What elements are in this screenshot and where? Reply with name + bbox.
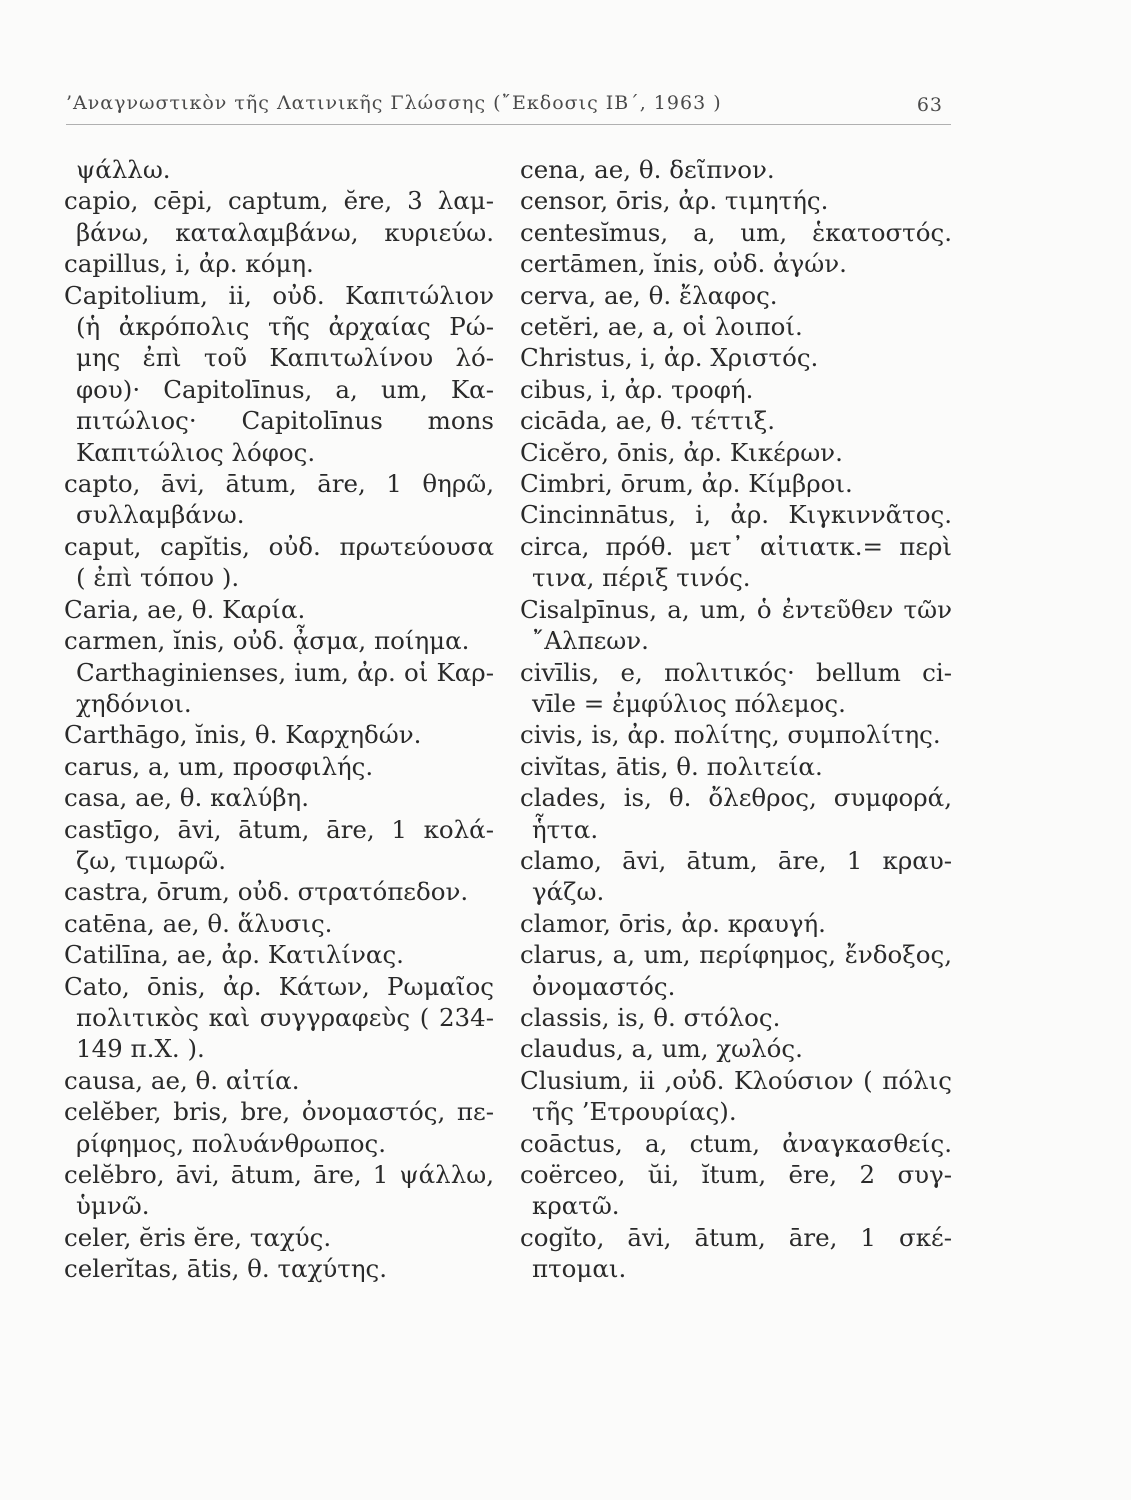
- dictionary-line: cena, ae, θ. δεῖπνον.: [520, 155, 775, 184]
- dictionary-line: Clusium, ii ,οὐδ. Κλούσιον ( πόλις: [520, 1065, 952, 1095]
- dictionary-line: castra, ōrum, οὐδ. στρατόπεδον.: [64, 877, 469, 907]
- dictionary-line: ( ἐπὶ τόπου ).: [76, 563, 240, 593]
- dictionary-line: (ἡ ἀκρόπολις τῆς ἀρχαίας Ρώ-: [76, 312, 494, 342]
- dictionary-line: clarus, a, um, περίφημος, ἔνδοξος,: [520, 940, 952, 970]
- dictionary-line: συλλαμβάνω.: [76, 500, 245, 530]
- dictionary-line: catēna, ae, θ. ἅλυσις.: [64, 908, 333, 938]
- dictionary-line: civīlis, e, πολιτικός· bellum ci-: [520, 657, 952, 687]
- dictionary-line: Cato, ōnis, ἀρ. Κάτων, Ρωμαῖος: [64, 971, 494, 1001]
- dictionary-line: Catilīna, ae, ἀρ. Κατιλίνας.: [64, 940, 404, 970]
- dictionary-line: ζω, τιμωρῶ.: [76, 845, 227, 875]
- dictionary-line: βάνω, καταλαμβάνω, κυριεύω.: [76, 217, 494, 247]
- dictionary-line: ῎Αλπεων.: [532, 626, 649, 656]
- dictionary-line: caput, capĭtis, οὐδ. πρωτεύουσα: [64, 531, 494, 561]
- dictionary-line: celerĭtas, ātis, θ. ταχύτης.: [64, 1254, 388, 1284]
- dictionary-line: carmen, ĭnis, οὐδ. ᾆσμα, ποίημα.: [64, 626, 470, 656]
- dictionary-line: clamo, āvi, ātum, āre, 1 κραυ-: [520, 845, 952, 875]
- dictionary-line: civis, is, ἀρ. πολίτης, συμπολίτης.: [520, 720, 941, 750]
- dictionary-line: claudus, a, um, χωλός.: [520, 1034, 803, 1064]
- dictionary-line: centesĭmus, a, um, ἑκατοστός.: [520, 217, 952, 247]
- dictionary-line: cetĕri, ae, a, οἱ λοιποί.: [520, 312, 803, 342]
- running-header: [66, 86, 951, 120]
- dictionary-line: coāctus, a, ctum, ἀναγκασθείς.: [520, 1128, 952, 1158]
- dictionary-line: τῆς ’Ετρουρίας).: [532, 1097, 737, 1127]
- dictionary-line: casa, ae, θ. καλύβη.: [64, 783, 309, 813]
- dictionary-line: censor, ōris, ἀρ. τιμητής.: [520, 186, 829, 216]
- dictionary-line: ὑμνῶ.: [76, 1191, 150, 1221]
- dictionary-line: Caria, ae, θ. Καρία.: [64, 594, 306, 624]
- dictionary-line: ρίφημος, πολυάνθρωπος.: [76, 1128, 387, 1158]
- dictionary-line: clades, is, θ. ὄλεθρος, συμφορά,: [520, 783, 952, 813]
- dictionary-line: celĕber, bris, bre, ὀνομαστός, πε-: [64, 1097, 494, 1127]
- dictionary-line: πολιτικὸς καὶ συγγραφεὺς ( 234-: [76, 1002, 494, 1032]
- dictionary-line: clamor, ōris, ἀρ. κραυγή.: [520, 908, 826, 938]
- dictionary-line: Carthāgo, ĭnis, θ. Καρχηδών.: [64, 720, 422, 750]
- dictionary-line: circa, πρόθ. μετ᾽ αἰτιατκ.= περὶ: [520, 531, 952, 561]
- dictionary-line: cerva, ae, θ. ἔλαφος.: [520, 280, 778, 310]
- right-column: [520, 154, 952, 1285]
- dictionary-line: capio, cēpi, captum, ĕre, 3 λαμ-: [64, 186, 494, 216]
- dictionary-line: ὀνομαστός.: [532, 971, 676, 1001]
- dictionary-line: Carthaginienses, ium, ἀρ. οἱ Καρ-: [76, 657, 494, 687]
- dictionary-line: 149 π.Χ. ).: [76, 1034, 205, 1064]
- running-title: ’Αναγνωστικὸν τῆς Λατινικῆς Γλώσσης (῎Εκδοσις ΙΒ΄, 1963 ): [66, 92, 722, 114]
- dictionary-line: Καπιτώλιος λόφος.: [76, 437, 316, 467]
- dictionary-line: causa, ae, θ. αἰτία.: [64, 1065, 300, 1095]
- dictionary-line: celer, ĕris ĕre, ταχύς.: [64, 1222, 332, 1252]
- dictionary-line: vīle = ἐμφύλιος πόλεμος.: [532, 688, 846, 718]
- dictionary-line: cogĭto, āvi, ātum, āre, 1 σκέ-: [520, 1222, 952, 1252]
- dictionary-line: χηδόνιοι.: [76, 688, 192, 718]
- dictionary-line: τινα, πέριξ τινός.: [532, 563, 751, 593]
- dictionary-line: ψάλλω.: [76, 155, 171, 184]
- page-number: 63: [916, 94, 943, 116]
- dictionary-line: ἧττα.: [532, 814, 599, 844]
- left-column: [64, 154, 494, 1285]
- dictionary-line: carus, a, um, προσφιλής.: [64, 751, 374, 781]
- dictionary-line: κρατῶ.: [532, 1191, 620, 1221]
- dictionary-line: classis, is, θ. στόλος.: [520, 1002, 781, 1032]
- dictionary-line: certāmen, ĭnis, οὐδ. ἀγών.: [520, 249, 847, 279]
- dictionary-line: πιτώλιος· Capitolīnus mons: [76, 406, 494, 436]
- dictionary-line: γάζω.: [532, 877, 605, 907]
- dictionary-line: Cimbri, ōrum, ἀρ. Κίμβροι.: [520, 469, 853, 499]
- dictionary-line: coërceo, ŭi, ĭtum, ēre, 2 συγ-: [520, 1160, 952, 1189]
- dictionary-line: μης ἐπὶ τοῦ Καπιτωλίνου λό-: [76, 343, 494, 373]
- dictionary-line: celĕbro, āvi, ātum, āre, 1 ψάλλω,: [64, 1160, 494, 1189]
- dictionary-line: castīgo, āvi, ātum, āre, 1 κολά-: [64, 814, 494, 844]
- header-rule: [66, 124, 951, 125]
- dictionary-line: capillus, i, ἀρ. κόμη.: [64, 249, 314, 279]
- dictionary-line: Cisalpīnus, a, um, ὁ ἐντεῦθεν τῶν: [520, 594, 952, 624]
- dictionary-line: cibus, i, ἀρ. τροφή.: [520, 374, 754, 404]
- dictionary-line: cicāda, ae, θ. τέττιξ.: [520, 406, 776, 436]
- dictionary-line: Capitolium, ii, οὐδ. Καπιτώλιον: [64, 280, 494, 310]
- dictionary-line: civĭtas, ātis, θ. πολιτεία.: [520, 751, 823, 781]
- dictionary-line: Christus, i, ἀρ. Χριστός.: [520, 343, 819, 373]
- dictionary-line: Cincinnātus, i, ἀρ. Κιγκιννᾶτος.: [520, 500, 952, 530]
- dictionary-line: capto, āvi, ātum, āre, 1 θηρῶ,: [64, 469, 494, 499]
- dictionary-line: φου)· Capitolīnus, a, um, Κα-: [76, 374, 494, 404]
- dictionary-line: Cicĕro, ōnis, ἀρ. Κικέρων.: [520, 437, 843, 467]
- dictionary-line: πτομαι.: [532, 1254, 627, 1284]
